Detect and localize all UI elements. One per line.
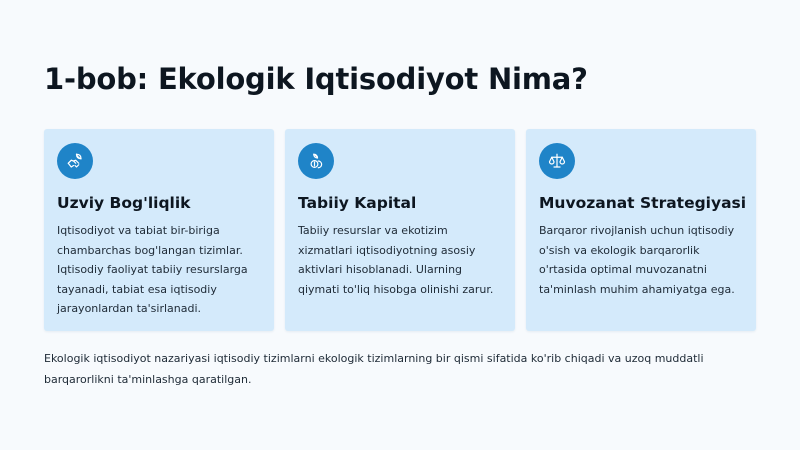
card-muvozanat-strategiyasi — [526, 129, 756, 331]
icon-badge — [57, 143, 93, 179]
card-tabiiy-kapital — [285, 129, 515, 331]
balance-scale-icon — [548, 152, 566, 170]
card-text: Barqaror rivojlanish uchun iqtisodiy o'sish va ekologik barqarorlik o'rtasida optimal muvozanatni ta'minlash muhim ahamiyatga ega. — [539, 224, 735, 296]
coins-leaf-icon — [307, 152, 325, 170]
card-title: Muvozanat Strategiyasi — [539, 194, 747, 212]
footer-text: Ekologik iqtisodiyot nazariyasi iqtisodiy tizimlarni ekologik tizimlarning bir qismi sifatida ko'rib chiqadi va uzoq muddatli barqarorlikni ta'minlashga qaratilgan. — [44, 352, 704, 386]
icon-badge — [539, 143, 575, 179]
card-title: Tabiiy Kapital — [298, 194, 417, 212]
card-uzviy-bogliqlik — [44, 129, 274, 331]
handshake-leaf-icon — [66, 152, 84, 170]
card-text: Tabiiy resurslar va ekotizim xizmatlari iqtisodiyotning asosiy aktivlari hisoblanadi. Ularning qiymati to'liq hisobga olinishi zarur. — [298, 224, 494, 296]
page-title: 1-bob: Ekologik Iqtisodiyot Nima? — [44, 62, 588, 96]
card-row — [44, 129, 756, 331]
card-title: Uzviy Bog'liqlik — [57, 194, 191, 212]
card-text: Iqtisodiyot va tabiat bir-biriga chambarchas bog'langan tizimlar. Iqtisodiy faoliyat tabiiy resurslarga tayanadi, tabiat esa iqtisodiy jarayonlardan ta'sirlanadi. — [57, 224, 248, 316]
icon-badge — [298, 143, 334, 179]
